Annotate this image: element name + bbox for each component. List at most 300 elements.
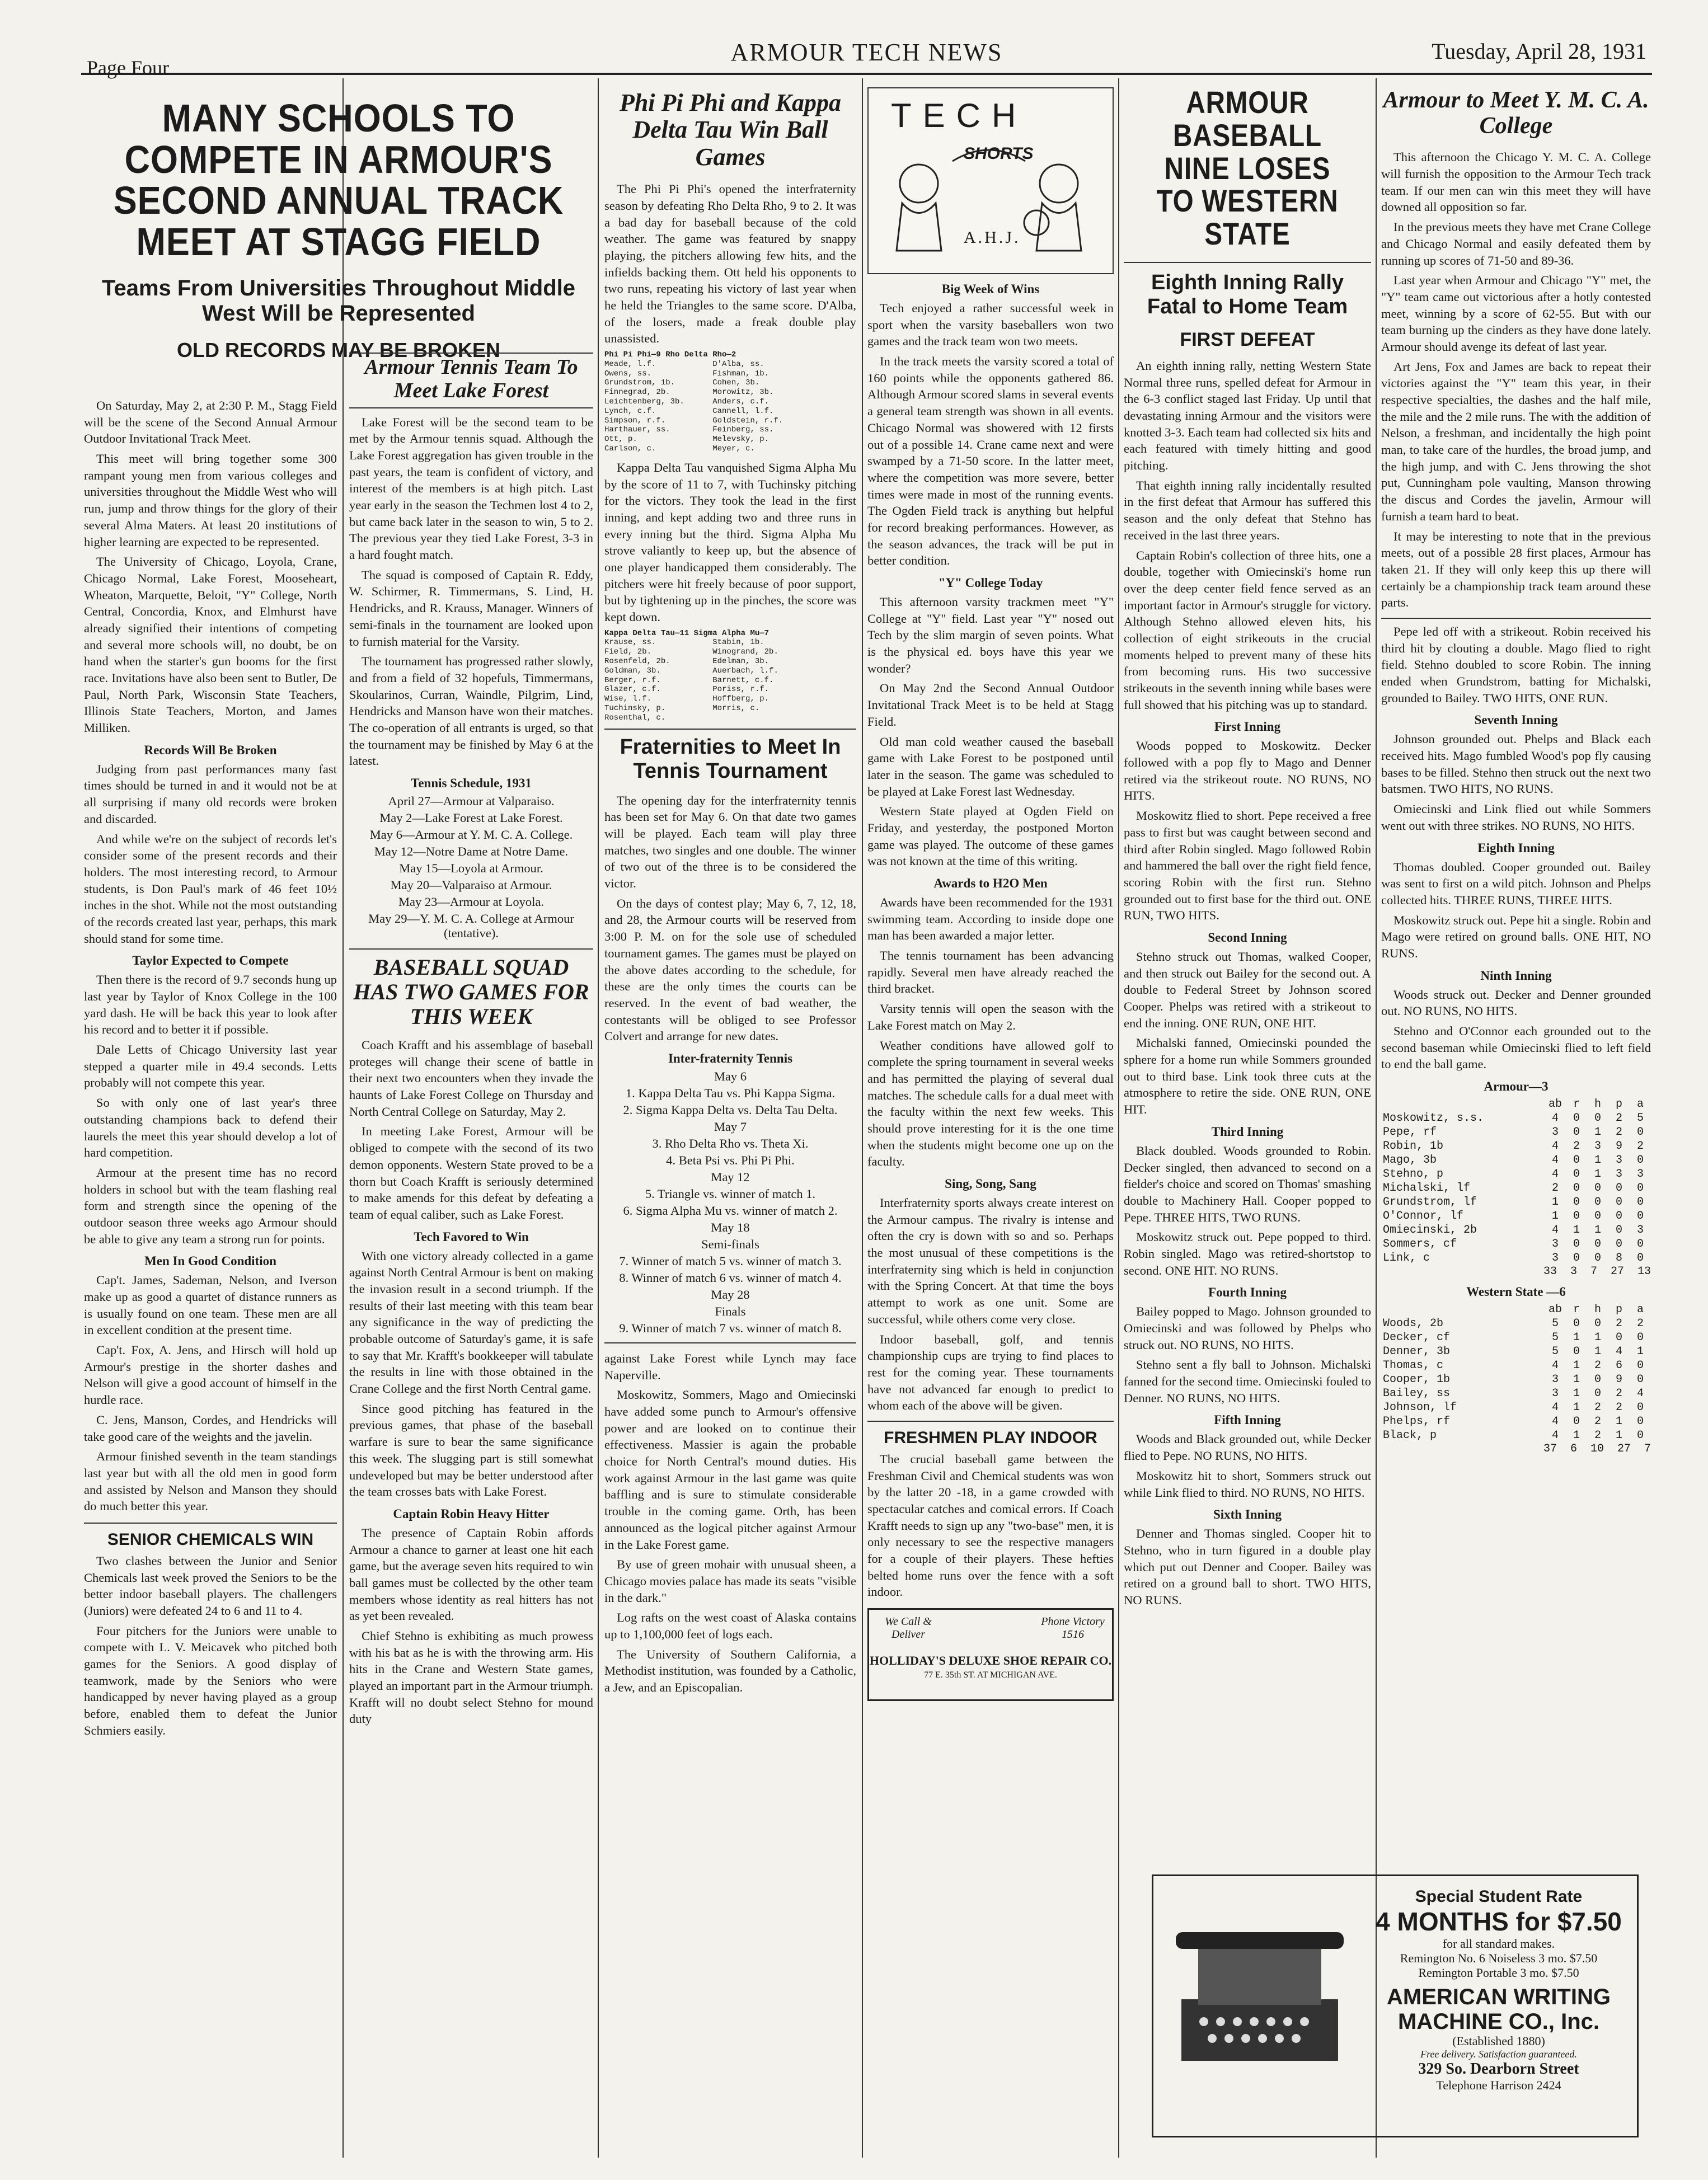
lineup-row: Finnegrad, 2b. Morowitz, 3b. <box>604 388 774 397</box>
player-name: Grundstrom, lf <box>1383 1196 1477 1209</box>
ymca-headline: Armour to Meet Y. M. C. A. College <box>1383 87 1649 139</box>
phipi-para: The Phi Pi Phi's opened the interfraternity season by defeating Rho Delta Rho, 9 to 2. It was a bad day for baseball because of the cold weather. The game was featured by snappy playing, the pitchers allowing few hits, and the infields backing them. Ott held his opponents to two runs, repeating his victory of last year when he held the Triangles to the same score. D'Alba, of the losers, made a freak double play unassisted. <box>604 182 856 346</box>
squad-para: With one victory already collected in a game against North Central Armour is bent on making the invasion result in a second triumph. If the results of their last meeting with this team bear any significance in the way of predicting the probable outcome of Saturday's game, it is safe to say that Mr. Krafft's bookkeeper will tabulate the results in line with those obtained in the Crane College and the first North Central game. <box>349 1248 593 1396</box>
stat-cell: 0 <box>1594 1373 1601 1387</box>
stat-cell: 4 <box>1551 1359 1559 1373</box>
inning-para: Stehno sent a fly ball to Johnson. Michalski fanned for the second time. Omiecinski fouled to Denner. NO RUNS, NO HITS. <box>1124 1357 1371 1405</box>
stat-cell: 2 <box>1615 1112 1622 1125</box>
stat-cell: 0 <box>1573 1252 1580 1265</box>
lineup-row: Goldman, 3b. Auerbach, l.f. <box>604 666 778 675</box>
continued-para: against Lake Forest while Lynch may face Naperville. <box>604 1351 856 1382</box>
box-row <box>1381 1373 1651 1387</box>
stat-cell: 0 <box>1636 1331 1644 1345</box>
box-row <box>1381 1415 1651 1429</box>
stat-cell: 0 <box>1636 1154 1644 1167</box>
ad-line1: Remington No. 6 Noiseless 3 mo. $7.50 <box>1400 1951 1598 1965</box>
column-6 <box>1381 84 1651 1525</box>
stat-cell: 1 <box>1594 1224 1601 1237</box>
stat-cell: 3 <box>1551 1387 1559 1401</box>
stat-cell: 4 <box>1551 1415 1559 1429</box>
lineup-row: Owens, ss. Fishman, 1b. <box>604 369 769 378</box>
shorts-para: In the track meets the varsity scored a total of 160 points while the opponents gathered 86. Although Armour scored slams in several events a general team strength was shown in all events. Chicago Normal was showered with 12 firsts out of a possible 14. Crane came next and were swamped by a 71-50 score. In the latter meet, where the competition was more severe, better times were made in most of the running events. The Ogden Field track is anything but helpful for record breaking performances. However, as the season advances, the track will be put in better condition. <box>867 354 1114 568</box>
ad-line2: Remington Portable 3 mo. $7.50 <box>1418 1966 1579 1980</box>
track-para: C. Jens, Manson, Cordes, and Hendricks will take good care of the weights and the javelin. <box>84 1412 337 1444</box>
schedule-item: May 29—Y. M. C. A. College at Armour (tentative). <box>368 912 574 941</box>
lineup-header: Kappa Delta Tau—11 Sigma Alpha Mu—7 <box>604 628 769 638</box>
box-row <box>1381 1167 1651 1181</box>
schedule-item: Semi-finals <box>701 1237 759 1251</box>
schedule-item: 8. Winner of match 6 vs. winner of match 4. <box>619 1270 842 1285</box>
schedule-title: Inter-fraternity Tennis <box>668 1051 793 1065</box>
box-row <box>1381 1317 1651 1331</box>
schedule-item: May 20—Valparaiso at Armour. <box>390 878 552 892</box>
player-name: Denner, 3b <box>1383 1345 1451 1359</box>
player-name: O'Connor, lf <box>1383 1210 1464 1223</box>
box-title: Western State —6 <box>1466 1285 1566 1299</box>
ymca-para: In the previous meets they have met Crane College and Chicago Normal and easily defeated them by running up scores of 71-50 and 89-36. <box>1381 220 1651 267</box>
box-title: Armour—3 <box>1484 1079 1549 1094</box>
stat-cell: 3 <box>1551 1373 1559 1387</box>
stat-cell: 1 <box>1573 1331 1580 1345</box>
track-para: Armour finished seventh in the team standings last year but with all the old men in good form and assisted by Nelson and Manson they should do much better this year. <box>84 1449 337 1514</box>
lineup-row: Harthauer, ss. Feinberg, ss. <box>604 425 774 435</box>
player-name: Mago, 3b <box>1383 1154 1437 1167</box>
player-name: Omiecinski, 2b <box>1383 1224 1477 1237</box>
tennis-para: The tournament has progressed rather slowly, and from a field of 32 hopefuls, Timmermans, Skoularinos, Curran, Waindle, Pilgrim, Lind, Hendricks and Manson have won their matches. The co-operation of all entrants is urged, so that the tournament may be finished by May 6 at the latest. <box>349 654 593 768</box>
ymca-para: Last year when Armour and Chicago "Y" met, the "Y" team came out victorious after a hotly contested meet, winning by a score of 62-55. But with our team burning up the cinders as they have done lately. Armour should avenge its defeat of last year. <box>1381 273 1651 354</box>
shoe-repair-ad <box>867 1608 1114 1701</box>
squad-para: Coach Krafft and his assemblage of baseball proteges will change their scene of battle in their next two encounters when they invade the haunts of Lake Forest College on Thursday and North Central College on Saturday, May 2. <box>349 1038 593 1119</box>
track-para: And while we're on the subject of records let's consider some of the present records and their holders. The most interesting record, to Armour students, is Don Paul's mark of 46 feet 10½ inches in the shot. While not the most outstanding of the records created last year, perhaps, this mark should stand for some time. <box>84 831 337 946</box>
inning-para: Omiecinski and Link flied out while Sommers went out with three strikes. NO RUNS, NO HITS. <box>1381 802 1651 833</box>
stat-cell: 0 <box>1594 1182 1601 1195</box>
player-name: Sommers, cf <box>1383 1238 1457 1251</box>
stat-cell: 0 <box>1615 1238 1622 1251</box>
stat-cell: 0 <box>1573 1210 1580 1223</box>
box-row <box>1381 1125 1651 1139</box>
track-headline-block <box>84 98 593 362</box>
subhead: Sing, Song, Sang <box>945 1177 1036 1191</box>
box-col-header: h <box>1594 1303 1601 1317</box>
schedule-item: 2. Sigma Kappa Delta vs. Delta Tau Delta. <box>623 1102 838 1117</box>
continued-para: The University of Southern California, a Methodist institution, was founded by a Catholic, a Jew, and an Episcopalian. <box>604 1647 856 1695</box>
ad-call-deliver: We Call & Deliver <box>885 1615 932 1641</box>
lineup-list <box>604 360 856 454</box>
tennis-schedule <box>349 794 593 941</box>
ad-company: AMERICAN WRITING MACHINE CO., Inc. <box>1387 1985 1611 2034</box>
tennis-headline: Armour Tennis Team To Meet Lake Forest <box>364 355 578 402</box>
box-col-header: ab <box>1548 1098 1562 1111</box>
box-row <box>1381 1237 1651 1251</box>
schedule-item: April 27—Armour at Valparaiso. <box>388 794 555 809</box>
ad-street: 329 So. Dearborn Street <box>1418 2060 1579 2078</box>
player-name: Johnson, lf <box>1383 1401 1457 1415</box>
player-name: Decker, cf <box>1383 1331 1451 1345</box>
lineup-row: Rosenthal, c. <box>604 713 666 722</box>
stat-cell: 5 <box>1551 1317 1559 1331</box>
box-col-header: ab <box>1548 1303 1562 1317</box>
inning-para: Moskowitz hit to short, Sommers struck out while Link flied to third. NO RUNS, NO HITS. <box>1124 1468 1371 1500</box>
stat-cell: 1 <box>1573 1224 1580 1237</box>
stat-cell: 0 <box>1594 1252 1601 1265</box>
stat-cell: 3 <box>1636 1224 1644 1237</box>
stat-cell: 5 <box>1636 1112 1644 1125</box>
column-1 <box>84 397 337 2158</box>
frat-tennis-headline: Fraternities to Meet In Tennis Tournament <box>620 735 841 783</box>
ad-telephone: Telephone Harrison 2424 <box>1436 2078 1561 2092</box>
shorts-para: Old man cold weather caused the baseball game with Lake Forest to be postponed until later in the season. The game was scheduled to be played at Lake Forest last Wednesday. <box>867 734 1114 798</box>
box-row <box>1381 1181 1651 1195</box>
ad-shop-name: HOLLIDAY'S DELUXE SHOE REPAIR CO. <box>869 1653 1112 1668</box>
stat-cell: 3 <box>1551 1126 1559 1139</box>
lineup-row: Berger, r.f. Barnett, c.f. <box>604 675 774 685</box>
box-row <box>1381 1387 1651 1401</box>
stat-cell: 0 <box>1573 1168 1580 1181</box>
lineup-row: Glazer, c.f. Poriss, r.f. <box>604 685 769 694</box>
inning-head: Ninth Inning <box>1480 968 1552 983</box>
lineup-row: Leichtenberg, 3b. Anders, c.f. <box>604 397 769 407</box>
stat-cell: 8 <box>1615 1252 1622 1265</box>
player-name: Phelps, rf <box>1383 1415 1451 1429</box>
stat-cell: 0 <box>1636 1196 1644 1209</box>
ad-established: (Established 1880) <box>1452 2034 1545 2048</box>
western-deck: Eighth Inning Rally Fatal to Home Team <box>1147 270 1348 318</box>
squad-para: Since good pitching has featured in the previous games, that phase of the baseball warfare is sure to bear the same significance this week. The slugging part is still somewhat undeveloped but may be better understood after the team crosses bats with Lake Forest. <box>349 1401 593 1499</box>
stat-cell: 0 <box>1636 1415 1644 1429</box>
box-row <box>1381 1139 1651 1153</box>
player-name: Stehno, p <box>1383 1168 1444 1181</box>
stat-cell: 4 <box>1636 1387 1644 1401</box>
box-row <box>1381 1251 1651 1265</box>
stat-cell: 0 <box>1594 1317 1601 1331</box>
stat-cell: 6 <box>1615 1359 1622 1373</box>
stat-cell: 3 <box>1615 1154 1622 1167</box>
schedule-item: 6. Sigma Alpha Mu vs. winner of match 2. <box>623 1203 838 1218</box>
inning-para: Bailey popped to Mago. Johnson grounded to Omiecinski and was followed by Phelps who struck out. NO RUNS, NO HITS. <box>1124 1304 1371 1352</box>
stat-cell: 0 <box>1594 1238 1601 1251</box>
squad-para: Chief Stehno is exhibiting as much prowess with his bat as he is with the throwing arm. His hits in the Crane and Western State games, played an important part in the Armour triumph. Krafft will no doubt select Stehno for mound duty <box>349 1629 593 1726</box>
squad-headline: BASEBALL SQUAD HAS TWO GAMES FOR THIS WEEK <box>353 955 589 1030</box>
inning-head: Second Inning <box>1208 930 1287 945</box>
inning-para: Woods popped to Moskowitz. Decker followed with a pop fly to Mago and Denner retired via the strikeout route. NO RUNS, NO HITS. <box>1124 739 1371 803</box>
stat-cell: 0 <box>1594 1196 1601 1209</box>
logo-initials: A.H.J. <box>964 228 1021 247</box>
stat-cell: 0 <box>1615 1224 1622 1237</box>
stat-cell: 0 <box>1573 1112 1580 1125</box>
senior-para: Two clashes between the Junior and Senior Chemicals last week proved the Seniors to be the better indoor baseball players. The challengers (Juniors) were defeated 24 to 6 and 11 to 4. <box>84 1553 337 1618</box>
column-3 <box>604 84 856 2158</box>
stat-cell: 2 <box>1615 1401 1622 1415</box>
lineup-row: Tuchinsky, p. Morris, c. <box>604 704 760 713</box>
stat-cell: 0 <box>1636 1429 1644 1443</box>
lineup-row: Wise, l.f. Hoffberg, p. <box>604 694 769 704</box>
stat-cell: 1 <box>1594 1331 1601 1345</box>
shorts-para: Varsity tennis will open the season with the Lake Forest match on May 2. <box>867 1002 1114 1032</box>
track-para: Armour at the present time has no record holders in school but with the team flashing real form and strength since the opening of the outdoor season three weeks ago Armour should be able to give any team a strong run for points. <box>84 1165 337 1246</box>
player-name: Link, c <box>1383 1252 1430 1265</box>
inning-para: Moskowitz struck out. Pepe popped to third. Robin singled. Mago was retired-shortstop to second. ONE HIT. NO RUNS. <box>1124 1230 1371 1277</box>
shorts-para: Tech enjoyed a rather successful week in sport when the varsity baseballers won two games and the track team won two meets. <box>867 301 1114 349</box>
box-row <box>1381 1209 1651 1223</box>
schedule-item: May 7 <box>714 1119 747 1134</box>
subhead: Awards to H2O Men <box>933 876 1048 890</box>
shorts-para: This afternoon varsity trackmen meet "Y" College at "Y" field. Last year "Y" nosed out Tech by the slim margin of seven points. What is the physical ed. boys have this year we wonder? <box>867 595 1114 675</box>
freshmen-headline: FRESHMEN PLAY INDOOR <box>884 1428 1097 1447</box>
player-name: Woods, 2b <box>1383 1317 1444 1331</box>
schedule-item: 7. Winner of match 5 vs. winner of match 3. <box>619 1253 842 1268</box>
stat-cell: 3 <box>1615 1168 1622 1181</box>
column-rule <box>342 78 344 2158</box>
schedule-item: May 18 <box>711 1220 750 1234</box>
stat-cell: 3 <box>1551 1252 1559 1265</box>
schedule-item: 5. Triangle vs. winner of match 1. <box>645 1186 816 1201</box>
player-name: Michalski, lf <box>1383 1182 1471 1195</box>
stat-cell: 0 <box>1636 1210 1644 1223</box>
schedule-item: May 12—Notre Dame at Notre Dame. <box>374 844 569 859</box>
western-headline: ARMOUR BASEBALL NINE LOSES TO WESTERN STATE <box>1156 84 1339 252</box>
frat-schedule <box>604 1069 856 1336</box>
subhead: Taylor Expected to Compete <box>132 953 289 968</box>
column-rule <box>1118 78 1119 2158</box>
tech-shorts-logo <box>867 87 1114 274</box>
box-row <box>1381 1429 1651 1443</box>
stat-cell: 1 <box>1551 1210 1559 1223</box>
stat-cell: 0 <box>1573 1345 1580 1359</box>
stat-cell: 5 <box>1551 1345 1559 1359</box>
ymca-para: This afternoon the Chicago Y. M. C. A. College will furnish the opposition to the Armour Tech track team. If our men can win this meet they will have downed all opposition so far. <box>1381 150 1651 214</box>
stat-cell: 2 <box>1636 1140 1644 1153</box>
stat-cell: 2 <box>1615 1317 1622 1331</box>
stat-cell: 1 <box>1573 1387 1580 1401</box>
stat-cell: 0 <box>1573 1317 1580 1331</box>
stat-cell: 1 <box>1636 1345 1644 1359</box>
lineup-row: Carlson, c. Meyer, c. <box>604 444 755 454</box>
column-4 <box>867 84 1114 2158</box>
ad-standard: for all standard makes. <box>1442 1937 1555 1951</box>
stat-cell: 0 <box>1573 1415 1580 1429</box>
box-row <box>1381 1111 1651 1125</box>
stat-cell: 0 <box>1594 1210 1601 1223</box>
stat-cell: 1 <box>1615 1415 1622 1429</box>
track-para: The University of Chicago, Loyola, Crane, Chicago Normal, Lake Forest, Mooseheart, Wheaton, Marquette, Beloit, "Y" College, North Central, Concordia, Knox, and Elmhurst have already signified their intentions of competing and several more schools will, no doubt, be on hand when the starter's gun booms for the first race. Invitations have also been sent to Butler, De Paul, North Park, Wisconsin State Teachers, Illinois State Teachers, Morton, and James Milliken. <box>84 555 337 735</box>
shorts-para: The tennis tournament has been advancing rapidly. Several men have already reached the third bracket. <box>867 948 1114 996</box>
stat-cell: 0 <box>1615 1182 1622 1195</box>
continued-para: By use of green mohair with unusual sheen, a Chicago movies palace has made its seats "visible in the dark." <box>604 1557 856 1605</box>
shorts-para: Indoor baseball, golf, and tennis championship cups are trying to find places to rest for the coming year. These tournaments have not advanced far enough to predict to whom each of the above will be given. <box>867 1332 1114 1413</box>
ymca-para: It may be interesting to note that in the previous meets, out of a possible 28 first places, Armour has taken 21. If they will only keep this up there will certainly be a championship track team around these parts. <box>1381 529 1651 610</box>
continued-para: Moskowitz, Sommers, Mago and Omiecinski have added some punch to Armour's offensive power and are looked on to continue their effectiveness. Massier is again the probable choice for North Central's mound duties. His work against Armour in the last game was quite baffling and is sure to stimulate considerable trouble in the coming game. Orth, has been announced as the logical pitcher against Armour in the Lake Forest game. <box>604 1388 856 1552</box>
masthead <box>81 34 1652 79</box>
column-5 <box>1124 84 1371 2158</box>
inning-head: Fifth Inning <box>1214 1413 1281 1427</box>
stat-cell: 0 <box>1615 1196 1622 1209</box>
track-para: Dale Letts of Chicago University last year stepped a quarter mile in 49.4 seconds. Letts probably will not compete this year. <box>84 1042 337 1090</box>
schedule-item: May 6—Armour at Y. M. C. A. College. <box>369 828 573 842</box>
inning-para: Moskowitz struck out. Pepe hit a single. Robin and Mago were retired on ground balls. ONE HIT, NO RUNS. <box>1381 913 1651 960</box>
box-col-header: r <box>1573 1098 1580 1111</box>
ad-phone: Phone Victory 1516 <box>1041 1615 1105 1641</box>
inning-head: Third Inning <box>1211 1124 1284 1139</box>
player-name: Thomas, c <box>1383 1359 1444 1373</box>
shorts-para: Weather conditions have allowed golf to complete the spring tournament in several weeks and has permitted the playing of several dual matches. The schedule calls for a dual meet with the faculty within the next few weeks. This should prove interesting for it is the one time when the students might become one up on the faculty. <box>867 1038 1114 1169</box>
squad-para: The presence of Captain Robin affords Armour a chance to garner at least one hit each game, but the average seven hits required to win ball games must be collected by the other team members whose identity as real hitters has not as yet been revealed. <box>349 1525 593 1623</box>
stat-cell: 1 <box>1594 1168 1601 1181</box>
inning-para: Denner and Thomas singled. Cooper hit to Stehno, who in turn figured in a double play which put out Denner and Cooper. Bailey was retired on a ground ball to short. TWO HITS, NO RUNS. <box>1124 1526 1371 1607</box>
lineup-header: Phi Pi Phi—9 Rho Delta Rho—2 <box>604 350 736 360</box>
stat-cell: 0 <box>1573 1154 1580 1167</box>
inning-para: Moskowitz flied to short. Pepe received a free pass to first but was caught between second and third after Robin singled. Mago followed Robin and hammered the ball over the right field fence, scoring Robin with the first run. Stehno grounded out to first base for the third out. ONE RUN, TWO HITS. <box>1124 809 1371 923</box>
stat-cell: 3 <box>1636 1168 1644 1181</box>
inning-para: Michalski fanned, Omiecinski pounded the sphere for a home run while Sommers grounded out to third base. Link took three cuts at the atmosphere to retire the side. ONE RUN, ONE HIT. <box>1124 1036 1371 1117</box>
stat-cell: 2 <box>1615 1387 1622 1401</box>
schedule-title: Tennis Schedule, 1931 <box>411 776 532 791</box>
typewriter-ad <box>1152 1874 1639 2137</box>
freshmen-para: The crucial baseball game between the Freshman Civil and Chemical students was won by the latter 20 -18, in a game crowded with spectacular catches and comical errors. If Coach Krafft needs to sign up any "two-base" men, it is only necessary to see the respective managers for a couple of their players. These hefties belted home runs over the fence with a soft indoor. <box>867 1451 1114 1599</box>
box-row <box>1381 1359 1651 1373</box>
player-name: Moskowitz, s.s. <box>1383 1112 1484 1125</box>
inning-head: Seventh Inning <box>1474 713 1558 727</box>
box-row <box>1381 1223 1651 1237</box>
inning-para: Johnson grounded out. Phelps and Black each received hits. Mago fumbled Wood's pop fly causing bases to be filled. Stehno then struck out the next two batsmen. TWO HITS, NO RUNS. <box>1381 732 1651 796</box>
subhead: Captain Robin Heavy Hitter <box>393 1506 550 1521</box>
box-col-header: p <box>1615 1098 1622 1111</box>
inning-para: Stehno struck out Thomas, walked Cooper, and then struck out Bailey for the second out. A double to Federal Street by Johnson scored Cooper. Phelps was retired with a strikeout to end the inning. ONE RUN, ONE HIT. <box>1124 949 1371 1030</box>
senior-headline: SENIOR CHEMICALS WIN <box>107 1530 314 1549</box>
typewriter-icon <box>1170 1910 1349 2078</box>
stat-cell: 1 <box>1594 1345 1601 1359</box>
stat-cell: 2 <box>1573 1140 1580 1153</box>
track-para: This meet will bring together some 300 rampant young men from various colleges and universities throughout the Middle West who will run, jump and throw things for the glory of their several Alma Maters. At least 20 institutions of higher learning are expected to be represented. <box>84 452 337 549</box>
schedule-item: May 12 <box>711 1169 750 1184</box>
inning-para: Stehno and O'Connor each grounded out to the second baseman while Omiecinski flied to left field to end the ball game. <box>1381 1024 1651 1072</box>
schedule-item: Finals <box>715 1304 746 1318</box>
schedule-item: May 23—Armour at Loyola. <box>398 895 544 909</box>
lineup-row: Ott, p. Melevsky, p. <box>604 435 769 444</box>
inning-head: Sixth Inning <box>1213 1507 1282 1522</box>
stat-cell: 1 <box>1573 1373 1580 1387</box>
track-para: Cap't. James, Sademan, Nelson, and Iverson make up as good a quartet of distance runners as is usually found on one team. These men are all in excellent condition at the present time. <box>84 1273 337 1337</box>
box-row <box>1381 1345 1651 1359</box>
box-total: 33 3 7 27 13 <box>1543 1265 1651 1279</box>
box-col-header: a <box>1636 1303 1644 1317</box>
stat-cell: 4 <box>1551 1112 1559 1125</box>
player-name: Pepe, rf <box>1383 1126 1437 1139</box>
stat-cell: 0 <box>1573 1182 1580 1195</box>
lineup-row: Lynch, c.f. Cannell, l.f. <box>604 406 774 416</box>
box-row <box>1381 1401 1651 1415</box>
subhead: "Y" College Today <box>938 576 1043 590</box>
stat-cell: 0 <box>1594 1387 1601 1401</box>
lineup-row: Rosenfeld, 2b. Edelman, 3b. <box>604 657 769 666</box>
tennis-para: The squad is composed of Captain R. Eddy, W. Schirmer, R. Timmermans, S. Lind, H. Hendricks, and R. Krauss, Manager. Winners of semi-finals in the tournament are looked upon to furnish material for the Varsity. <box>349 567 593 649</box>
stat-cell: 2 <box>1594 1429 1601 1443</box>
schedule-item: May 15—Loyola at Armour. <box>399 861 543 876</box>
logo-word: TECH <box>891 97 1027 134</box>
stat-cell: 0 <box>1573 1238 1580 1251</box>
stat-cell: 4 <box>1551 1168 1559 1181</box>
stat-cell: 0 <box>1636 1252 1644 1265</box>
stat-cell: 4 <box>1615 1345 1622 1359</box>
column-rule <box>1376 78 1377 2158</box>
inning-para: Thomas doubled. Cooper grounded out. Bailey was sent to first on a wild pitch. Johnson and Phelps collected hits. THREE RUNS, THREE HITS. <box>1381 859 1651 907</box>
stat-cell: 4 <box>1551 1224 1559 1237</box>
inning-para: Pepe led off with a strikeout. Robin received his third hit by clouting a double. Mago flied to right field. Stehno doubled to score Robin. The inning ended when Grundstrom, batting for Michalski, grounded to Bailey. TWO HITS, ONE RUN. <box>1381 624 1651 705</box>
ad-offer: 4 MONTHS for $7.50 <box>1376 1907 1622 1936</box>
column-rule <box>862 78 863 2158</box>
western-para: An eighth inning rally, netting Western State Normal three runs, spelled defeat for Armour in the 6-3 conflict staged last Friday. Up until that devastating inning Armour and the visitors were knotted 3-3. Each team had collected six hits and each featured with timely hitting and good pitching. <box>1124 358 1371 473</box>
western-boxscore <box>1381 1303 1651 1443</box>
subhead: Tech Favored to Win <box>414 1229 529 1244</box>
stat-cell: 4 <box>1551 1401 1559 1415</box>
stat-cell: 9 <box>1615 1140 1622 1153</box>
western-subdeck: FIRST DEFEAT <box>1180 328 1315 350</box>
track-para: So with only one of last year's three outstanding champions back to defend their laurels the meet this year should develop a lot of hard competition. <box>84 1096 337 1160</box>
stat-cell: 0 <box>1636 1238 1644 1251</box>
stat-cell: 4 <box>1551 1140 1559 1153</box>
ad-delivery: Free delivery. Satisfaction guaranteed. <box>1420 2049 1577 2060</box>
track-subdeck: OLD RECORDS MAY BE BROKEN <box>176 339 501 361</box>
western-para: Captain Robin's collection of three hits, one a double, together with Omiecinski's home run over the deep center field fence served as an important factor in Armour's struggle for victory. Although Stehno allowed eleven hits, his collection of eight strikeouts in the crucial moments helped to prevent many of these hits from becoming runs. His two successive strikeouts in the seventh inning while bases were full showed that his pitching was up to standard. <box>1124 548 1371 712</box>
box-total: 37 6 10 27 7 <box>1543 1443 1651 1456</box>
column-2 <box>349 353 593 2158</box>
paper-title: ARMOUR TECH NEWS <box>730 39 1003 66</box>
stat-cell: 2 <box>1594 1415 1601 1429</box>
frat-para: The opening day for the interfraternity tennis has been set for May 6. On that date two games will be played. Each team will play three matches, two singles and one double. The winner of two out of the three is to be considered the victor. <box>604 793 856 891</box>
stat-cell: 5 <box>1551 1331 1559 1345</box>
schedule-item: May 28 <box>711 1287 750 1302</box>
subhead: Big Week of Wins <box>941 282 1040 296</box>
logo-word-2: SHORTS <box>964 144 1034 163</box>
lineup-row: Krause, ss. Stabin, 1b. <box>604 638 764 647</box>
stat-cell: 1 <box>1594 1126 1601 1139</box>
track-headline: MANY SCHOOLS TO COMPETE IN ARMOUR'S SECOND ANNUAL TRACK MEET AT STAGG FIELD <box>113 96 564 264</box>
page-number: Page Four <box>87 57 169 79</box>
stat-cell: 0 <box>1594 1112 1601 1125</box>
schedule-item: 9. Winner of match 7 vs. winner of match 8. <box>619 1321 842 1335</box>
box-col-header: r <box>1573 1303 1580 1317</box>
lineup-row: Field, 2b. Winogrand, 2b. <box>604 647 778 657</box>
schedule-item: May 6 <box>714 1069 747 1083</box>
stat-cell: 9 <box>1615 1373 1622 1387</box>
box-row <box>1381 1195 1651 1209</box>
stat-cell: 0 <box>1636 1126 1644 1139</box>
stat-cell: 2 <box>1551 1182 1559 1195</box>
box-header-row <box>1381 1303 1651 1317</box>
box-col-header: a <box>1636 1098 1644 1111</box>
stat-cell: 1 <box>1551 1196 1559 1209</box>
track-para: Then there is the record of 9.7 seconds hung up last year by Taylor of Knox College in the 100 yard dash. He will be back this year to look after his record and to better it if possible. <box>84 972 337 1037</box>
phipi-headline: Phi Pi Phi and Kappa Delta Tau Win Ball Games <box>619 89 842 171</box>
track-deck: Teams From Universities Throughout Middle West Will be Represented <box>101 276 575 326</box>
stat-cell: 3 <box>1594 1140 1601 1153</box>
shorts-para: Interfraternity sports always create interest on the Armour campus. The rivalry is intense and often the cry is down with so and so. Perhaps the most unusual of these competitions is the interfraternity sing which is held in conjunction with the Spring Concert. At that time the boys attempt to work as one unit. Some are successful, while others come very close. <box>867 1196 1114 1326</box>
stat-cell: 0 <box>1636 1182 1644 1195</box>
track-para: Judging from past performances many fast times should be turned in and it would not be at all surprising if many old records were broken and discarded. <box>84 762 337 826</box>
stat-cell: 1 <box>1573 1359 1580 1373</box>
stat-cell: 0 <box>1615 1331 1622 1345</box>
frat-para: On the days of contest play; May 6, 7, 12, 18, and 28, the Armour courts will be reserved from 3:00 P. M. on for the sole use of scheduled tournament games. The games must be played on the above dates according to the schedule, for these are the only times the courts can be reserved. In the event of bad weather, the contestants will be obliged to see Professor Colvert and arrange for new dates. <box>604 896 856 1044</box>
subhead: Men In Good Condition <box>144 1254 276 1268</box>
western-para: That eighth inning rally incidentally resulted in the first defeat that Armour has suffered this season and the only defeat that Stehno has received in the last three years. <box>1124 478 1371 542</box>
box-row <box>1381 1331 1651 1345</box>
continued-para: Log rafts on the west coast of Alaska contains up to 1,100,000 feet of logs each. <box>604 1610 856 1641</box>
ad-shop-address: 77 E. 35th ST. AT MICHIGAN AVE. <box>924 1670 1057 1680</box>
player-name: Black, p <box>1383 1429 1437 1443</box>
schedule-item: 1. Kappa Delta Tau vs. Phi Kappa Sigma. <box>625 1086 836 1100</box>
shorts-para: Western State played at Ogden Field on Friday, and yesterday, the postponed Morton game was played. The outcome of these games was not known at the time of this writing. <box>867 804 1114 868</box>
stat-cell: 2 <box>1594 1359 1601 1373</box>
phipi-para: Kappa Delta Tau vanquished Sigma Alpha Mu by the score of 11 to 7, with Tuchinsky pitching for the victors. They took the lead in the first inning, and kept adding two and three runs in every inning but the third. Sigma Alpha Mu strove valiantly to keep up, but the absence of one player handicapped them considerably. The pitchers were hit freely because of poor support, but by tightening up in the pinches, the score was kept down. <box>604 460 856 624</box>
